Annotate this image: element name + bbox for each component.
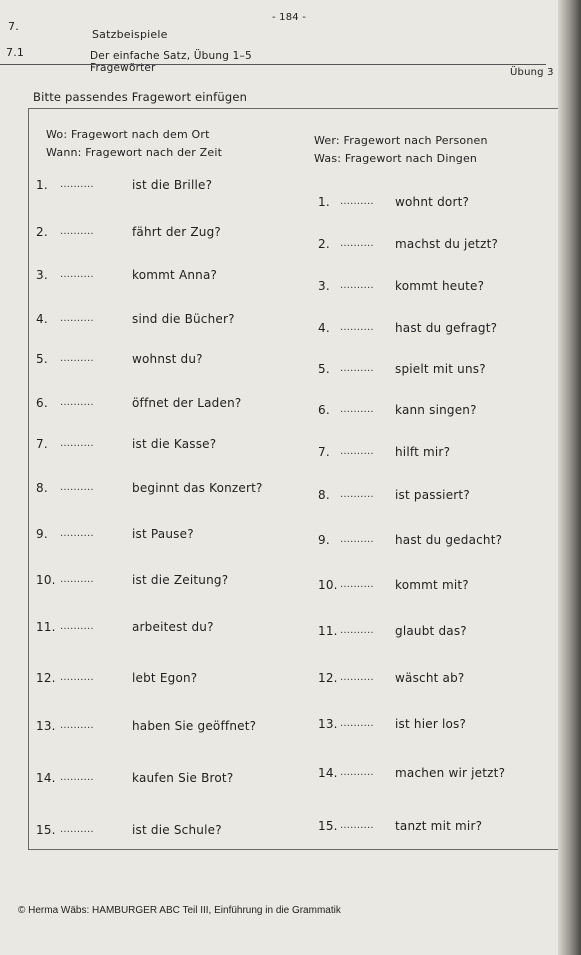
- subsection-number: 7.1: [6, 46, 25, 59]
- left-item-number: 9.: [36, 527, 48, 541]
- left-item-text: ist die Kasse?: [132, 437, 217, 451]
- left-item-number: 1.: [36, 178, 48, 192]
- right-item-number: 4.: [318, 321, 330, 335]
- left-answer-blank[interactable]: ..........: [60, 353, 94, 364]
- left-answer-blank[interactable]: ..........: [60, 482, 94, 493]
- left-item-text: sind die Bücher?: [132, 312, 235, 326]
- right-item-text: glaubt das?: [395, 624, 467, 638]
- right-item-text: wohnt dort?: [395, 195, 470, 209]
- left-item-text: beginnt das Konzert?: [132, 481, 263, 495]
- left-answer-blank[interactable]: ..........: [60, 313, 94, 324]
- left-item-text: kommt Anna?: [132, 268, 218, 282]
- right-answer-blank[interactable]: ..........: [340, 534, 374, 545]
- right-item-text: machst du jetzt?: [395, 237, 499, 251]
- left-answer-blank[interactable]: ..........: [60, 179, 94, 190]
- subsection-title: Der einfache Satz, Übung 1–5: [90, 50, 252, 62]
- right-answer-blank[interactable]: ..........: [340, 280, 374, 291]
- definition-was: Was: Fragewort nach Dingen: [314, 152, 478, 165]
- left-item-number: 13.: [36, 719, 56, 733]
- page-shadow: [558, 0, 581, 955]
- left-item-text: lebt Egon?: [132, 671, 198, 685]
- right-answer-blank[interactable]: ..........: [340, 672, 374, 683]
- right-answer-blank[interactable]: ..........: [340, 718, 374, 729]
- right-item-number: 9.: [318, 533, 330, 547]
- left-item-text: fährt der Zug?: [132, 225, 221, 239]
- right-answer-blank[interactable]: ..........: [340, 404, 374, 415]
- left-item-number: 7.: [36, 437, 48, 451]
- right-item-number: 14.: [318, 766, 338, 780]
- left-answer-blank[interactable]: ..........: [60, 226, 94, 237]
- right-answer-blank[interactable]: ..........: [340, 767, 374, 778]
- right-item-number: 10.: [318, 578, 338, 592]
- left-answer-blank[interactable]: ..........: [60, 824, 94, 835]
- right-item-number: 5.: [318, 362, 330, 376]
- left-item-text: wohnst du?: [132, 352, 203, 366]
- right-answer-blank[interactable]: ..........: [340, 196, 374, 207]
- right-item-text: hast du gefragt?: [395, 321, 498, 335]
- left-answer-blank[interactable]: ..........: [60, 397, 94, 408]
- right-item-number: 13.: [318, 717, 338, 731]
- right-item-text: tanzt mit mir?: [395, 819, 483, 833]
- right-item-text: kommt heute?: [395, 279, 485, 293]
- copyright-footer: © Herma Wäbs: HAMBURGER ABC Teil III, Einführung in die Grammatik: [18, 905, 341, 916]
- right-answer-blank[interactable]: ..........: [340, 322, 374, 333]
- left-item-number: 14.: [36, 771, 56, 785]
- right-item-text: kann singen?: [395, 403, 477, 417]
- instruction: Bitte passendes Fragewort einfügen: [33, 90, 248, 104]
- right-item-text: machen wir jetzt?: [395, 766, 506, 780]
- left-item-text: ist die Zeitung?: [132, 573, 229, 587]
- left-item-number: 11.: [36, 620, 56, 634]
- left-answer-blank[interactable]: ..........: [60, 720, 94, 731]
- section-title: Satzbeispiele: [92, 28, 168, 41]
- left-item-number: 6.: [36, 396, 48, 410]
- right-answer-blank[interactable]: ..........: [340, 446, 374, 457]
- right-answer-blank[interactable]: ..........: [340, 579, 374, 590]
- page-number: - 184 -: [272, 12, 307, 23]
- right-item-text: kommt mit?: [395, 578, 469, 592]
- left-answer-blank[interactable]: ..........: [60, 438, 94, 449]
- left-item-text: ist die Schule?: [132, 823, 222, 837]
- right-answer-blank[interactable]: ..........: [340, 489, 374, 500]
- header-divider: [0, 64, 546, 65]
- exercise-box: [28, 108, 581, 850]
- left-item-number: 5.: [36, 352, 48, 366]
- exercise-label: Übung 3: [510, 67, 554, 78]
- definition-wann: Wann: Fragewort nach der Zeit: [46, 146, 223, 159]
- right-item-text: spielt mit uns?: [395, 362, 486, 376]
- left-answer-blank[interactable]: ..........: [60, 621, 94, 632]
- left-answer-blank[interactable]: ..........: [60, 269, 94, 280]
- right-item-text: wäscht ab?: [395, 671, 465, 685]
- right-answer-blank[interactable]: ..........: [340, 363, 374, 374]
- right-item-number: 6.: [318, 403, 330, 417]
- left-item-text: kaufen Sie Brot?: [132, 771, 234, 785]
- left-answer-blank[interactable]: ..........: [60, 574, 94, 585]
- right-item-number: 1.: [318, 195, 330, 209]
- left-item-text: ist die Brille?: [132, 178, 213, 192]
- right-answer-blank[interactable]: ..........: [340, 820, 374, 831]
- definition-wo: Wo: Fragewort nach dem Ort: [46, 128, 210, 141]
- right-item-number: 8.: [318, 488, 330, 502]
- right-item-text: ist passiert?: [395, 488, 470, 502]
- left-answer-blank[interactable]: ..........: [60, 672, 94, 683]
- right-item-number: 7.: [318, 445, 330, 459]
- right-item-text: hast du gedacht?: [395, 533, 503, 547]
- left-item-number: 8.: [36, 481, 48, 495]
- left-item-text: arbeitest du?: [132, 620, 214, 634]
- right-answer-blank[interactable]: ..........: [340, 625, 374, 636]
- left-item-number: 3.: [36, 268, 48, 282]
- definition-wer: Wer: Fragewort nach Personen: [314, 134, 488, 147]
- right-item-number: 3.: [318, 279, 330, 293]
- left-item-number: 4.: [36, 312, 48, 326]
- right-item-number: 15.: [318, 819, 338, 833]
- left-item-number: 2.: [36, 225, 48, 239]
- right-item-text: ist hier los?: [395, 717, 467, 731]
- subsection-subtitle: Fragewörter: [90, 62, 156, 74]
- right-answer-blank[interactable]: ..........: [340, 238, 374, 249]
- left-item-text: ist Pause?: [132, 527, 194, 541]
- right-item-number: 11.: [318, 624, 338, 638]
- left-item-number: 12.: [36, 671, 56, 685]
- right-item-number: 2.: [318, 237, 330, 251]
- section-number: 7.: [8, 20, 19, 33]
- right-item-text: hilft mir?: [395, 445, 451, 459]
- left-answer-blank[interactable]: ..........: [60, 528, 94, 539]
- left-item-number: 10.: [36, 573, 56, 587]
- left-item-text: öffnet der Laden?: [132, 396, 242, 410]
- left-answer-blank[interactable]: ..........: [60, 772, 94, 783]
- right-item-number: 12.: [318, 671, 338, 685]
- left-item-number: 15.: [36, 823, 56, 837]
- left-item-text: haben Sie geöffnet?: [132, 719, 257, 733]
